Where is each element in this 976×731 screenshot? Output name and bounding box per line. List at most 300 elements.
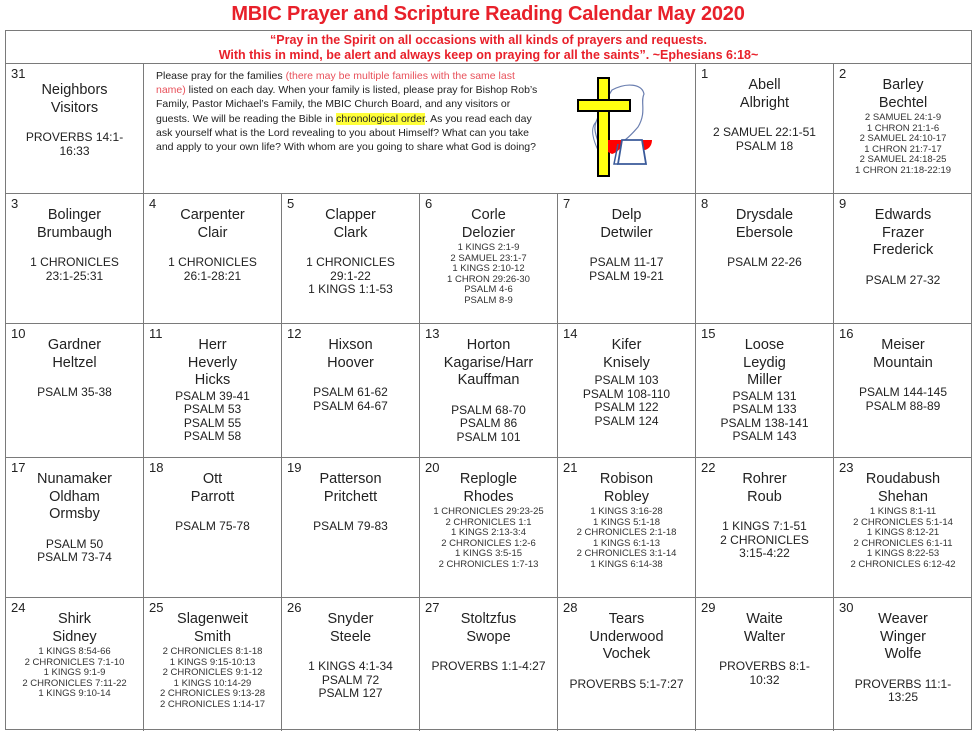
family-names [420, 337, 557, 390]
reading-item: 10:32 [749, 672, 780, 687]
reading-item: 2 CHRONICLES 7:1-10 [24, 656, 125, 668]
day-number: 2 [839, 66, 847, 81]
day-content [144, 471, 281, 534]
day-cell-8 [696, 194, 834, 324]
family-name: Weaver [878, 611, 928, 627]
verse-line-2: With this in mind, be alert and always keep on praying for all the saints”. ~Ephesians 6:18~ [218, 48, 759, 62]
family-name: Hoover [327, 354, 374, 371]
scripture-readings [696, 256, 833, 270]
reading-item: 2 CHRONICLES 9:1-12 [162, 667, 263, 679]
reading-item: PSALM 138-141 [720, 415, 809, 430]
family-names [144, 337, 281, 390]
reading-item: PSALM 35-38 [37, 385, 112, 399]
day-cell-6 [420, 194, 558, 324]
day-content [696, 337, 833, 444]
day-number: 23 [839, 460, 854, 475]
day-number: 10 [11, 326, 26, 341]
family-names [6, 471, 143, 524]
day-number: 5 [287, 196, 295, 211]
day-content [282, 207, 419, 297]
day-cell-16 [834, 324, 972, 458]
reading-item: 1 KINGS 8:54-66 [38, 646, 111, 657]
reading-item: 2 SAMUEL 24:10-17 [859, 133, 947, 145]
family-name: Hixson [328, 337, 373, 353]
family-name: Steele [329, 628, 372, 645]
family-name: Frederick [872, 242, 934, 258]
scripture-readings [834, 678, 972, 705]
reading-item: PSALM 61-62 [313, 385, 388, 399]
family-names [696, 77, 833, 112]
reading-item: 2 CHRONICLES 6:12-42 [850, 558, 956, 570]
reading-item: 1 KINGS 7:1-51 [722, 519, 807, 533]
day-cell-1 [696, 64, 834, 194]
day-content [834, 337, 972, 413]
day-cell-13 [420, 324, 558, 458]
reading-item: 1 KINGS 6:1-13 [592, 537, 661, 549]
family-names [6, 82, 143, 117]
family-names [144, 611, 281, 646]
day-content [834, 77, 972, 177]
day-cell-25 [144, 598, 282, 731]
reading-item: PSALM 101 [456, 429, 521, 444]
day-cell-7 [558, 194, 696, 324]
family-name: Nunamaker [37, 471, 112, 487]
scripture-readings [696, 660, 833, 687]
day-cell-15 [696, 324, 834, 458]
family-names [282, 611, 419, 646]
intro-note-red: (there may be multiple families with the same last name) [156, 70, 515, 97]
family-name: Loose [744, 337, 785, 353]
day-content [6, 337, 143, 400]
day-number: 1 [701, 66, 709, 81]
scripture-readings [420, 507, 557, 571]
day-content [282, 471, 419, 534]
reading-item: 1 KINGS 9:1-9 [43, 667, 106, 679]
family-names [558, 471, 695, 506]
day-content [6, 471, 143, 565]
day-content [558, 337, 695, 428]
chronological-order-highlight: chronological order [336, 112, 425, 125]
family-name: Edwards [874, 207, 932, 223]
scripture-readings [144, 390, 281, 444]
day-number: 25 [149, 600, 164, 615]
reading-item: PSALM 27-32 [865, 272, 941, 287]
scripture-readings [558, 374, 695, 428]
day-cell-5 [282, 194, 420, 324]
reading-item: PSALM 73-74 [37, 550, 112, 564]
scripture-readings [282, 660, 419, 701]
reading-item: PROVERBS 1:1-4:27 [431, 659, 546, 673]
day-number: 7 [563, 196, 571, 211]
scripture-readings [282, 386, 419, 413]
scripture-readings [558, 678, 695, 692]
reading-item: PSALM 72 [321, 672, 380, 687]
family-names [282, 337, 419, 372]
reading-item: PSALM 127 [318, 686, 383, 700]
intro-text [156, 69, 546, 154]
reading-item: PSALM 88-89 [865, 398, 941, 413]
family-names [558, 207, 695, 242]
day-number: 8 [701, 196, 709, 211]
family-name: Snyder [327, 611, 374, 627]
reading-item: 1 CHRONICLES [30, 255, 119, 269]
intro-instructions-cell [144, 64, 696, 194]
family-name: Carpenter [180, 207, 245, 223]
reading-item: PSALM 58 [183, 429, 242, 443]
day-cell-3 [6, 194, 144, 324]
family-name: Shirk [57, 611, 92, 627]
reading-item: PSALM 55 [183, 415, 242, 430]
scripture-readings [696, 520, 833, 561]
day-cell-31 [6, 64, 144, 194]
intro-text-part: . As you read each day ask yourself what is the Lord revealing to you about Himself? What can you take and apply to your own life? With whom are you going to share what God is doing? [156, 112, 536, 154]
family-names [696, 337, 833, 390]
family-name: Swope [466, 628, 511, 645]
scripture-readings [144, 256, 281, 283]
day-content [144, 611, 281, 711]
day-number: 4 [149, 196, 157, 211]
family-name: Smith [193, 628, 232, 645]
family-name: Clapper [325, 207, 376, 223]
reading-item: PSALM 19-21 [589, 268, 664, 283]
day-number: 22 [701, 460, 716, 475]
day-number: 20 [425, 460, 440, 475]
family-names [834, 77, 972, 112]
reading-item: PSALM 86 [459, 416, 518, 430]
day-number: 6 [425, 196, 433, 211]
family-name: Sidney [52, 628, 97, 645]
day-number: 28 [563, 600, 578, 615]
family-name: Brumbaugh [37, 224, 112, 241]
family-name: Drysdale [735, 207, 794, 223]
reading-item: PSALM 4-6 [464, 284, 513, 296]
reading-item: PROVERBS 8:1- [719, 659, 810, 673]
family-name: Walter [743, 628, 786, 645]
reading-item: 23:1-25:31 [45, 268, 104, 283]
family-names [834, 471, 972, 506]
scripture-readings [420, 660, 557, 674]
day-content [696, 207, 833, 270]
scripture-readings [6, 131, 143, 158]
day-content [282, 337, 419, 413]
reading-item: 2 CHRONICLES 9:13-28 [159, 688, 266, 700]
day-content [282, 611, 419, 701]
day-content [558, 207, 695, 283]
day-number: 19 [287, 460, 302, 475]
reading-item: 1 KINGS 9:15-10:13 [169, 656, 256, 668]
family-name: Waite [746, 611, 783, 627]
reading-item: 2 CHRONICLES 3:1-14 [576, 548, 677, 560]
day-number: 14 [563, 326, 578, 341]
reading-item: PSALM 124 [594, 413, 659, 428]
family-name: Pritchett [323, 488, 378, 505]
reading-item: 1 KINGS 3:5-15 [454, 548, 523, 560]
reading-item: 2 CHRONICLES 2:1-18 [576, 527, 677, 539]
family-name: Detwiler [600, 224, 653, 241]
family-name: Albright [739, 94, 790, 111]
reading-item: PSALM 133 [732, 402, 797, 416]
day-cell-11 [144, 324, 282, 458]
family-name: Visitors [50, 99, 99, 116]
day-content [834, 207, 972, 287]
day-number: 27 [425, 600, 440, 615]
day-content [420, 611, 557, 674]
family-name: Mountain [873, 354, 933, 371]
family-name: Gardner [47, 337, 102, 353]
reading-item: 1 KINGS 6:14-38 [590, 558, 663, 570]
family-name: Delozier [461, 224, 516, 241]
page-title: MBIC Prayer and Scripture Reading Calendar May 2020 [231, 3, 745, 25]
reading-item: 2 CHRONICLES 7:11-22 [22, 677, 127, 689]
day-cell-26 [282, 598, 420, 731]
reading-item: 2 SAMUEL 24:1-9 [864, 112, 942, 123]
family-name: Parrott [190, 488, 235, 505]
family-name: Robley [603, 488, 650, 505]
reading-item: PSALM 108-110 [582, 386, 671, 401]
day-number: 9 [839, 196, 847, 211]
intro-text-part: Please pray for the families [156, 70, 286, 82]
scripture-readings [834, 274, 972, 288]
day-cell-9 [834, 194, 972, 324]
family-name: Winger [880, 628, 926, 645]
family-name: Knisely [603, 354, 650, 371]
scripture-readings [282, 520, 419, 534]
reading-item: PSALM 8-9 [464, 294, 513, 306]
reading-item: 1 KINGS 2:10-12 [452, 263, 525, 275]
day-content [834, 471, 972, 571]
day-number: 30 [839, 600, 854, 615]
family-name: Tears [608, 611, 645, 627]
reading-item: 1 KINGS 3:16-28 [590, 506, 663, 517]
reading-item: 2 SAMUEL 23:1-7 [450, 252, 527, 264]
day-content [696, 471, 833, 561]
reading-item: 1 KINGS 8:12-21 [866, 527, 940, 539]
reading-item: 1 CHRON 21:7-17 [864, 143, 942, 155]
family-name: Clark [333, 224, 368, 241]
family-names [282, 471, 419, 506]
day-cell-12 [282, 324, 420, 458]
family-name: Kagarise/Harr [443, 354, 534, 371]
day-number: 16 [839, 326, 854, 341]
reading-item: 1 KINGS 4:1-34 [308, 659, 393, 673]
day-content [420, 207, 557, 307]
scripture-readings [6, 538, 143, 565]
family-name: Delp [611, 207, 642, 223]
reading-item: PROVERBS 14:1- [25, 130, 124, 144]
day-cell-10 [6, 324, 144, 458]
day-content [144, 337, 281, 444]
day-content [696, 77, 833, 153]
reading-item: 1 KINGS 8:1-11 [869, 506, 937, 517]
reading-item: 1 CHRON 21:1-6 [866, 122, 940, 134]
reading-item: 2 CHRONICLES 1:1 [445, 516, 532, 528]
reading-item: 1 CHRON 21:18-22:19 [854, 164, 952, 176]
family-name: Wolfe [884, 646, 922, 662]
day-cell-17 [6, 458, 144, 598]
reading-item: 1 KINGS 9:10-14 [38, 688, 111, 700]
family-names [420, 471, 557, 506]
scripture-readings [6, 647, 143, 700]
family-name: Herr [198, 337, 227, 353]
day-cell-29 [696, 598, 834, 731]
reading-item: 1 KINGS 8:22-53 [866, 548, 940, 560]
cross-dove-chalice-icon [572, 72, 662, 180]
day-content [834, 611, 972, 705]
family-name: Oldham [49, 488, 100, 505]
day-cell-20 [420, 458, 558, 598]
family-name: Ormsby [49, 506, 100, 522]
day-number: 15 [701, 326, 716, 341]
family-name: Miller [747, 372, 782, 388]
family-name: Replogle [459, 471, 518, 487]
family-name: Roudabush [865, 471, 941, 487]
reading-item: PSALM 22-26 [727, 255, 802, 269]
day-content [696, 611, 833, 687]
reading-item: PSALM 18 [735, 138, 794, 153]
family-name: Ott [202, 471, 223, 487]
scripture-verse-banner [6, 31, 971, 64]
scripture-readings [834, 507, 972, 571]
reading-item: PROVERBS 5:1-7:27 [569, 676, 684, 691]
family-names [144, 471, 281, 506]
family-name: Rohrer [742, 471, 787, 487]
scripture-readings [144, 520, 281, 534]
family-name: Kauffman [457, 372, 520, 388]
family-name: Abell [748, 77, 781, 93]
reading-item: 1 KINGS 1:1-53 [308, 282, 393, 296]
family-name: Hicks [194, 372, 231, 388]
calendar-grid [5, 30, 972, 730]
day-number: 24 [11, 600, 26, 615]
day-number: 21 [563, 460, 578, 475]
day-cell-23 [834, 458, 972, 598]
day-number: 11 [149, 326, 163, 341]
day-content [420, 337, 557, 444]
day-content [558, 471, 695, 571]
family-name: Slagenweit [177, 611, 248, 627]
family-names [558, 611, 695, 664]
family-names [144, 207, 281, 242]
family-names [834, 207, 972, 260]
day-number: 17 [11, 460, 26, 475]
reading-item: 2 CHRONICLES 1:2-6 [441, 537, 536, 549]
day-number: 31 [11, 66, 26, 81]
reading-item: 1 KINGS 2:1-9 [457, 242, 520, 253]
family-name: Shehan [878, 488, 928, 505]
reading-item: 2 CHRONICLES 1:7-13 [438, 558, 539, 570]
day-number: 18 [149, 460, 164, 475]
day-number: 3 [11, 196, 19, 211]
day-number: 13 [425, 326, 440, 341]
day-cell-24 [6, 598, 144, 731]
reading-item: 2 CHRONICLES 1:14-17 [159, 698, 266, 710]
family-name: Bechtel [878, 94, 928, 111]
day-content [6, 611, 143, 700]
scripture-readings [420, 404, 557, 445]
scripture-readings [144, 647, 281, 711]
day-number: 26 [287, 600, 302, 615]
reading-item: PSALM 39-41 [175, 388, 250, 403]
scripture-readings [834, 113, 972, 177]
family-name: Leydig [743, 354, 786, 371]
family-names [420, 207, 557, 242]
day-content [6, 82, 143, 158]
family-names [420, 611, 557, 646]
family-name: Roub [747, 488, 782, 505]
scripture-readings [834, 386, 972, 413]
reading-item: PSALM 131 [732, 388, 797, 403]
reading-item: 1 CHRON 29:26-30 [447, 273, 530, 285]
family-name: Corle [471, 207, 506, 223]
verse-line-1: “Pray in the Spirit on all occasions with all kinds of prayers and requests. [270, 33, 707, 47]
family-name: Neighbors [41, 82, 108, 98]
day-cell-19 [282, 458, 420, 598]
family-name: Bolinger [47, 207, 102, 223]
reading-item: 2 SAMUEL 22:1-51 [713, 125, 816, 139]
family-names [834, 611, 972, 664]
day-cell-30 [834, 598, 972, 731]
family-name: Ebersole [735, 224, 794, 241]
family-name: Vochek [602, 646, 651, 662]
day-content [420, 471, 557, 571]
day-content [144, 207, 281, 283]
day-number: 12 [287, 326, 302, 341]
day-cell-2 [834, 64, 972, 194]
scripture-readings [558, 256, 695, 283]
intro-text-part: listed on each day. When your family is listed, please pray for Bishop Rob’s Family, Pastor Michael’s Family, the MBIC Church Board, and any visitors or guests. We will be reading the Bible in [156, 84, 538, 125]
reading-item: PSALM 64-67 [313, 398, 388, 413]
day-content [6, 207, 143, 283]
reading-item: 1 CHRONICLES [306, 255, 395, 269]
reading-item: 1 KINGS 2:13-3:4 [451, 527, 526, 539]
family-names [696, 471, 833, 506]
reading-item: PSALM 122 [594, 400, 659, 414]
day-cell-22 [696, 458, 834, 598]
family-names [696, 207, 833, 242]
reading-item: PSALM 50 [45, 536, 104, 551]
family-name: Clair [197, 224, 228, 241]
family-name: Rhodes [463, 488, 514, 505]
family-names [6, 207, 143, 242]
reading-item: 26:1-28:21 [183, 268, 242, 283]
day-cell-28 [558, 598, 696, 731]
reading-item: 2 CHRONICLES 6:1-11 [853, 537, 953, 549]
family-names [6, 611, 143, 646]
scripture-readings [6, 386, 143, 400]
day-cell-21 [558, 458, 696, 598]
family-names [696, 611, 833, 646]
family-name: Frazer [882, 224, 924, 241]
reading-item: PSALM 75-78 [175, 519, 250, 533]
scripture-readings [696, 126, 833, 153]
scripture-readings [282, 256, 419, 297]
day-cell-27 [420, 598, 558, 731]
reading-item: PSALM 103 [594, 373, 659, 387]
family-name: Underwood [589, 628, 664, 645]
reading-item: 2 SAMUEL 24:18-25 [859, 154, 947, 166]
reading-item: PSALM 143 [732, 429, 797, 443]
scripture-readings [6, 256, 143, 283]
day-cell-4 [144, 194, 282, 324]
family-name: Patterson [319, 471, 382, 487]
reading-item: 1 CHRONICLES [168, 255, 257, 269]
day-cell-14 [558, 324, 696, 458]
reading-item: PSALM 53 [183, 402, 242, 416]
family-names [558, 337, 695, 372]
family-name: Robison [599, 471, 654, 487]
family-names [6, 337, 143, 372]
reading-item: PSALM 79-83 [313, 519, 388, 533]
